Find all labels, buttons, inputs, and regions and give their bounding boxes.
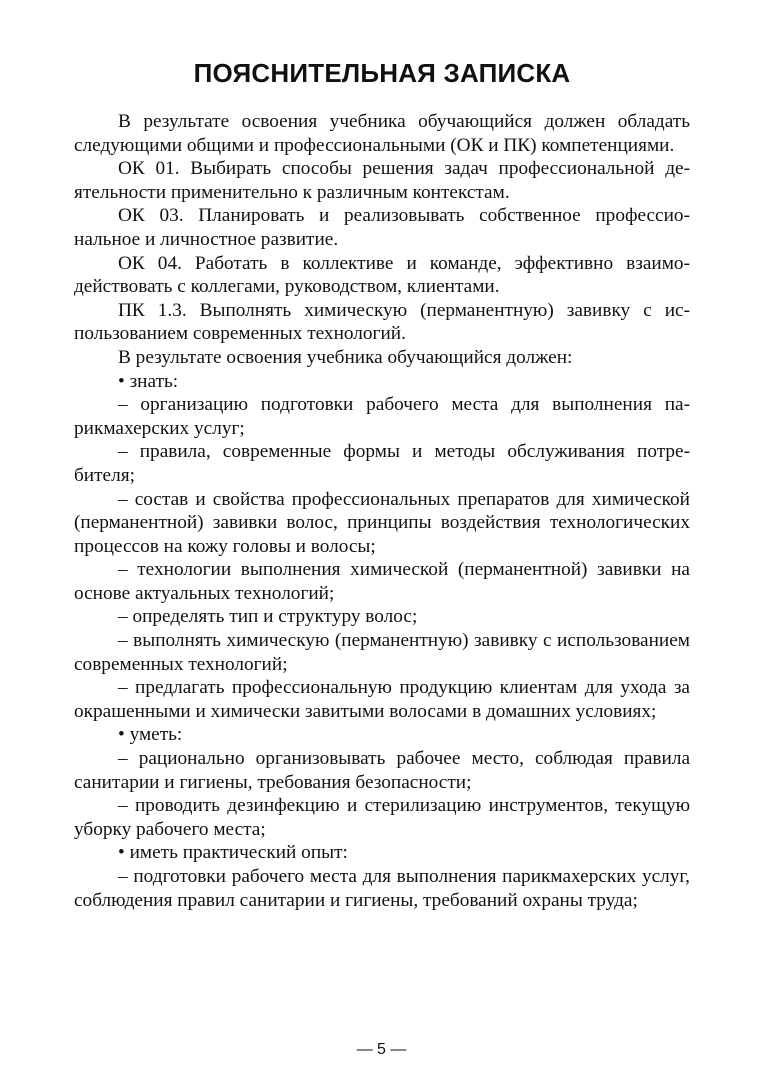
list-item: – состав и свойства профессиональных препаратов для химической (перманентной) завивки волос, принципы воздействия технологических процессов на кожу головы и волосы; bbox=[74, 488, 690, 557]
page-content bbox=[74, 0, 690, 912]
list-item: – определять тип и структуру волос; bbox=[118, 606, 418, 628]
paragraph-ok01: ОК 01. Выбирать способы решения задач профессиональной деятельности применительно к различным контекстам. bbox=[74, 158, 690, 203]
list-item: – организацию подготовки рабочего места для выполнения парикмахерских услуг; bbox=[74, 394, 690, 439]
bullet-experience-heading: • иметь практический опыт: bbox=[118, 842, 348, 864]
paragraph-outcomes-intro: В результате освоения учебника обучающийся должен: bbox=[118, 346, 573, 368]
list-item: – рационально организовывать рабочее место, соблюдая правила санитарии и гигиены, требования безопасности; bbox=[74, 748, 690, 793]
list-item: – правила, современные формы и методы обслуживания потребителя; bbox=[74, 441, 690, 486]
paragraph-ok04: ОК 04. Работать в коллективе и команде, эффективно взаимодействовать с коллегами, руководством, клиентами. bbox=[74, 252, 690, 298]
paragraph-ok03: ОК 03. Планировать и реализовывать собственное профессиональное и личностное развитие. bbox=[74, 205, 690, 250]
list-item: – проводить дезинфекцию и стерилизацию инструментов, текущую уборку рабочего места; bbox=[74, 795, 690, 840]
list-item: – технологии выполнения химической (перманентной) завивки на основе актуальных технологий; bbox=[74, 559, 690, 604]
page-title: ПОЯСНИТЕЛЬНАЯ ЗАПИСКА bbox=[193, 58, 571, 88]
list-item: – предлагать профессиональную продукцию клиентам для ухода за окрашенными и химически завитыми волосами в домашних условиях; bbox=[74, 677, 690, 722]
bullet-skills-heading: • уметь: bbox=[118, 724, 183, 746]
explanatory-note-body bbox=[74, 110, 690, 912]
list-item: – выполнять химическую (перманентную) завивку с использованием современных технологий; bbox=[74, 630, 690, 675]
bullet-know-heading: • знать: bbox=[118, 370, 179, 392]
paragraph-intro: В результате освоения учебника обучающийся должен обладать следующими общими и профессиональными (ОК и ПК) компетенциями. bbox=[74, 111, 690, 156]
paragraph-pk13: ПК 1.3. Выполнять химическую (перманентную) завивку с использованием современных технологий. bbox=[74, 299, 690, 345]
page-number: — 5 — bbox=[356, 1041, 407, 1058]
list-item: – подготовки рабочего места для выполнения парикмахерских услуг, соблюдения правил санитарии и гигиены, требований охраны труда; bbox=[74, 866, 690, 911]
